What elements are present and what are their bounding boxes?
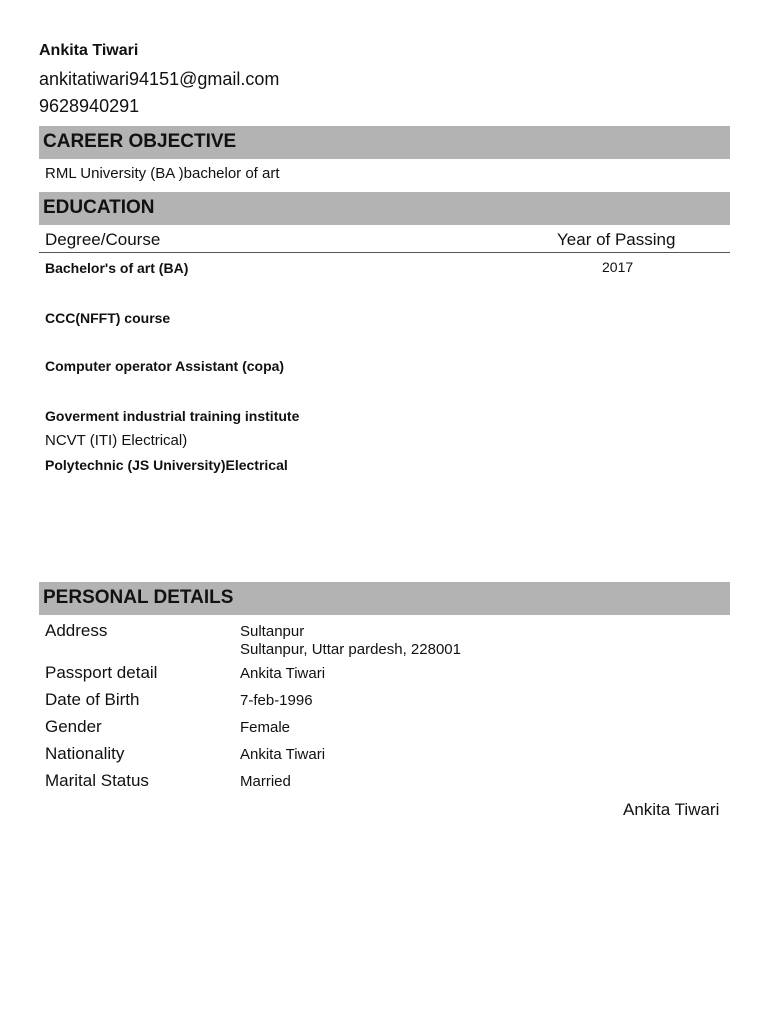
education-row-degree: Polytechnic (JS University)Electrical [45, 457, 288, 473]
address-line-2: Sultanpur, Uttar pardesh, 228001 [240, 641, 461, 658]
dob-label: Date of Birth [45, 690, 140, 709]
marital-status-value: Married [240, 773, 291, 790]
education-row-degree: NCVT (ITI) Electrical) [45, 432, 188, 449]
address-label: Address [45, 621, 108, 640]
education-header [39, 192, 730, 225]
career-objective-header [39, 126, 730, 159]
nationality-value: Ankita Tiwari [240, 746, 326, 763]
education-row-degree: Bachelor's of art (BA) [45, 260, 189, 276]
career-objective-title: CAREER OBJECTIVE [43, 131, 237, 152]
signature-name: Ankita Tiwari [623, 800, 720, 819]
address-value [240, 623, 461, 659]
marital-status-label: Marital Status [45, 771, 149, 790]
career-objective-text: RML University (BA )bachelor of art [45, 165, 280, 182]
table-divider [39, 252, 730, 253]
column-degree: Degree/Course [45, 230, 161, 249]
gender-value: Female [240, 719, 291, 736]
education-row-degree: Goverment industrial training institute [45, 408, 300, 424]
candidate-email: ankitatiwari94151@gmail.com [39, 69, 280, 89]
nationality-label: Nationality [45, 744, 125, 763]
passport-label: Passport detail [45, 663, 158, 682]
education-row-degree: CCC(NFFT) course [45, 310, 171, 326]
address-line-1: Sultanpur [240, 623, 305, 640]
candidate-phone: 9628940291 [39, 96, 140, 116]
education-title: EDUCATION [43, 197, 155, 218]
passport-value: Ankita Tiwari [240, 665, 326, 682]
education-row-year: 2017 [602, 259, 634, 275]
candidate-name: Ankita Tiwari [39, 42, 139, 59]
dob-value: 7-feb-1996 [240, 692, 313, 709]
personal-details-header [39, 582, 730, 615]
gender-label: Gender [45, 717, 102, 736]
personal-details-title: PERSONAL DETAILS [43, 587, 234, 608]
education-row-degree: Computer operator Assistant (copa) [45, 358, 285, 374]
column-year: Year of Passing [557, 230, 676, 249]
